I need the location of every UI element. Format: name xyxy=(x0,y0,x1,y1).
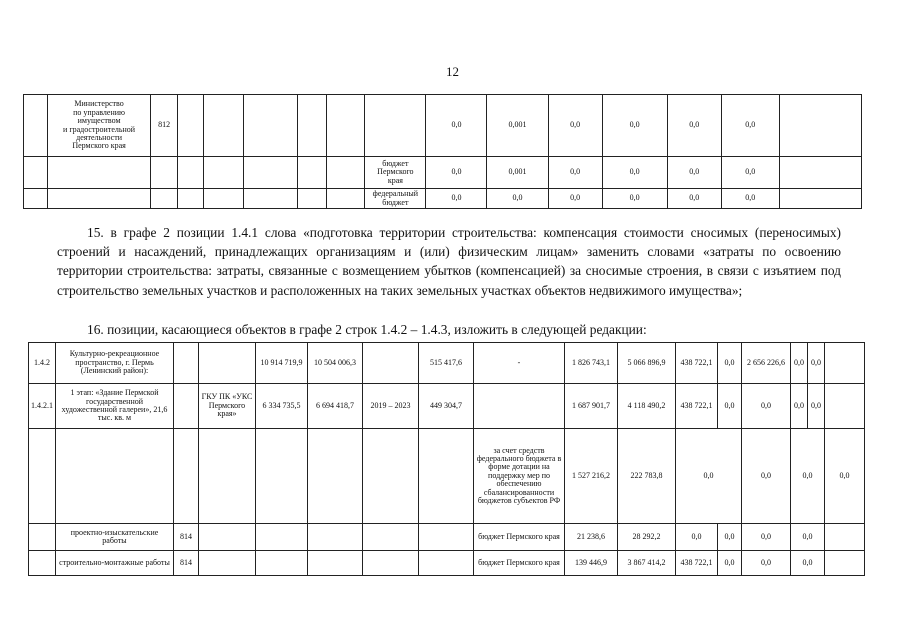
cell-name: 1 этап: «Здание Пермской государственной художественной галереи», 21,6 тыс. кв. м xyxy=(56,384,174,429)
cell-v2: 6 694 418,7 xyxy=(308,384,363,429)
cell-empty xyxy=(327,189,365,209)
cell-value: 0,0 xyxy=(742,551,791,576)
cell-value: 0,0 xyxy=(791,384,808,429)
cell-v1: 6 334 735,5 xyxy=(256,384,308,429)
cell-empty xyxy=(825,343,865,384)
cell-v2 xyxy=(308,524,363,551)
cell-empty xyxy=(825,524,865,551)
cell-empty xyxy=(327,157,365,189)
cell-value: 0,0 xyxy=(721,189,779,209)
table-row xyxy=(29,343,865,384)
cell-empty xyxy=(779,157,861,189)
table-row xyxy=(24,95,862,157)
cell-empty xyxy=(244,157,298,189)
cell-value: 0,001 xyxy=(487,95,548,157)
cell-num xyxy=(29,524,56,551)
cell-value: 5 066 896,9 xyxy=(618,343,676,384)
cell-period: 2019 – 2023 xyxy=(363,384,419,429)
cell-value: 0,0 xyxy=(791,343,808,384)
cell-value: 0,0 xyxy=(721,157,779,189)
cell-source xyxy=(474,384,565,429)
cell-value: 0,0 xyxy=(742,429,791,524)
cell-value: 0,0 xyxy=(548,157,602,189)
cell-name: проектно-изыскательские работы xyxy=(56,524,174,551)
cell-source: - xyxy=(474,343,565,384)
cell-code xyxy=(174,384,199,429)
cell-value: 0,0 xyxy=(808,343,825,384)
cell-v3 xyxy=(419,551,474,576)
cell-empty xyxy=(825,551,865,576)
cell-num xyxy=(24,157,48,189)
cell-value: 0,001 xyxy=(487,157,548,189)
cell-value: 0,0 xyxy=(808,384,825,429)
cell-source: федеральный бюджет xyxy=(365,189,426,209)
cell-v2 xyxy=(308,551,363,576)
table-row xyxy=(24,189,862,209)
cell-executor: ГКУ ПК «УКС Пермского края» xyxy=(199,384,256,429)
cell-value: 0,0 xyxy=(676,429,742,524)
cell-code: 812 xyxy=(151,95,178,157)
cell-value: 0,0 xyxy=(718,524,742,551)
cell-executor xyxy=(199,524,256,551)
cell-value: 0,0 xyxy=(602,157,667,189)
cell-num: 1.4.2.1 xyxy=(29,384,56,429)
cell-code xyxy=(174,343,199,384)
cell-value: 0,0 xyxy=(791,429,825,524)
cell-value: 21 238,6 xyxy=(565,524,618,551)
cell-value: 0,0 xyxy=(602,95,667,157)
cell-empty xyxy=(779,95,861,157)
cell-value: 3 867 414,2 xyxy=(618,551,676,576)
cell-v2 xyxy=(308,429,363,524)
cell-value: 1 687 901,7 xyxy=(565,384,618,429)
cell-executor xyxy=(199,343,256,384)
cell-empty xyxy=(244,95,298,157)
bottom-table xyxy=(28,342,865,576)
cell-name xyxy=(48,189,151,209)
cell-name: Культурно-рекреационное пространство, г. Пермь (Ленинский район): xyxy=(56,343,174,384)
cell-value: 0,0 xyxy=(718,551,742,576)
cell-v2: 10 504 006,3 xyxy=(308,343,363,384)
cell-v1 xyxy=(256,429,308,524)
cell-source xyxy=(365,95,426,157)
cell-code: 814 xyxy=(174,551,199,576)
cell-empty xyxy=(178,189,204,209)
cell-value: 222 783,8 xyxy=(618,429,676,524)
cell-empty xyxy=(178,157,204,189)
cell-empty xyxy=(779,189,861,209)
cell-empty xyxy=(327,95,365,157)
cell-executor xyxy=(199,551,256,576)
cell-name xyxy=(56,429,174,524)
cell-code xyxy=(151,189,178,209)
cell-v3: 449 304,7 xyxy=(419,384,474,429)
cell-value: 0,0 xyxy=(426,95,487,157)
cell-value: 0,0 xyxy=(718,343,742,384)
cell-empty xyxy=(178,95,204,157)
table-row xyxy=(29,429,865,524)
cell-empty xyxy=(204,95,244,157)
cell-empty xyxy=(298,95,327,157)
cell-value: 0,0 xyxy=(667,189,721,209)
cell-value: 0,0 xyxy=(426,157,487,189)
cell-num xyxy=(24,189,48,209)
cell-period xyxy=(363,551,419,576)
cell-empty xyxy=(298,189,327,209)
cell-value: 0,0 xyxy=(791,524,825,551)
cell-name: строительно-монтажные работы xyxy=(56,551,174,576)
cell-value: 0,0 xyxy=(676,524,718,551)
cell-value: 1 826 743,1 xyxy=(565,343,618,384)
cell-value: 0,0 xyxy=(602,189,667,209)
top-table xyxy=(23,94,862,209)
cell-value: 0,0 xyxy=(742,384,791,429)
table-row xyxy=(29,551,865,576)
cell-source: бюджет Пермского края xyxy=(474,551,565,576)
cell-value: 0,0 xyxy=(791,551,825,576)
cell-name: Министерство по управлению имуществом и градостроительной деятельности Пермского края xyxy=(48,95,151,157)
cell-empty xyxy=(825,384,865,429)
cell-num xyxy=(29,551,56,576)
cell-value: 0,0 xyxy=(825,429,865,524)
cell-v1 xyxy=(256,551,308,576)
cell-period xyxy=(363,524,419,551)
cell-source: бюджет Пермского края xyxy=(365,157,426,189)
cell-empty xyxy=(204,189,244,209)
cell-value: 0,0 xyxy=(742,524,791,551)
cell-value: 0,0 xyxy=(548,95,602,157)
cell-empty xyxy=(204,157,244,189)
paragraph-16: 16. позиции, касающиеся объектов в графе 2 строк 1.4.2 – 1.4.3, изложить в следующей редакции: xyxy=(87,322,647,337)
cell-code xyxy=(151,157,178,189)
cell-code: 814 xyxy=(174,524,199,551)
cell-empty xyxy=(298,157,327,189)
cell-num: 1.4.2 xyxy=(29,343,56,384)
cell-num xyxy=(24,95,48,157)
cell-v3: 515 417,6 xyxy=(419,343,474,384)
page-number: 12 xyxy=(446,64,459,79)
cell-value: 0,0 xyxy=(718,384,742,429)
cell-period xyxy=(363,429,419,524)
cell-value: 0,0 xyxy=(667,95,721,157)
cell-source: бюджет Пермского края xyxy=(474,524,565,551)
cell-v1 xyxy=(256,524,308,551)
cell-source: за счет средств федерального бюджета в форме дотации на поддержку мер по обеспечению сбалансированности бюджетов субъектов РФ xyxy=(474,429,565,524)
table-row xyxy=(29,524,865,551)
cell-v1: 10 914 719,9 xyxy=(256,343,308,384)
cell-name xyxy=(48,157,151,189)
cell-value: 438 722,1 xyxy=(676,384,718,429)
cell-value: 1 527 216,2 xyxy=(565,429,618,524)
cell-value: 2 656 226,6 xyxy=(742,343,791,384)
table-row xyxy=(24,157,862,189)
cell-value: 0,0 xyxy=(487,189,548,209)
cell-executor xyxy=(199,429,256,524)
cell-v3 xyxy=(419,524,474,551)
cell-value: 0,0 xyxy=(548,189,602,209)
cell-value: 438 722,1 xyxy=(676,343,718,384)
cell-value: 438 722,1 xyxy=(676,551,718,576)
cell-value: 28 292,2 xyxy=(618,524,676,551)
cell-period xyxy=(363,343,419,384)
cell-code xyxy=(174,429,199,524)
cell-value: 139 446,9 xyxy=(565,551,618,576)
cell-value: 0,0 xyxy=(667,157,721,189)
paragraph-15: 15. в графе 2 позиции 1.4.1 слова «подготовка территории строительства: компенсация стоимости сносимых (переносимых) строений и насаждений, принадлежащих организациям и (или) физическим лицам» заменить словами «затраты по освоению территории строительства: затраты, связанные с возмещением убытков (компенсацией) за сносимые строения, в связи с изъятием под строительство земельных участков и расположенных на таких земельных участках объектов недвижимого имущества»; xyxy=(57,225,841,298)
cell-num xyxy=(29,429,56,524)
table-row xyxy=(29,384,865,429)
cell-empty xyxy=(244,189,298,209)
cell-value: 0,0 xyxy=(426,189,487,209)
cell-v3 xyxy=(419,429,474,524)
cell-value: 0,0 xyxy=(721,95,779,157)
cell-value: 4 118 490,2 xyxy=(618,384,676,429)
